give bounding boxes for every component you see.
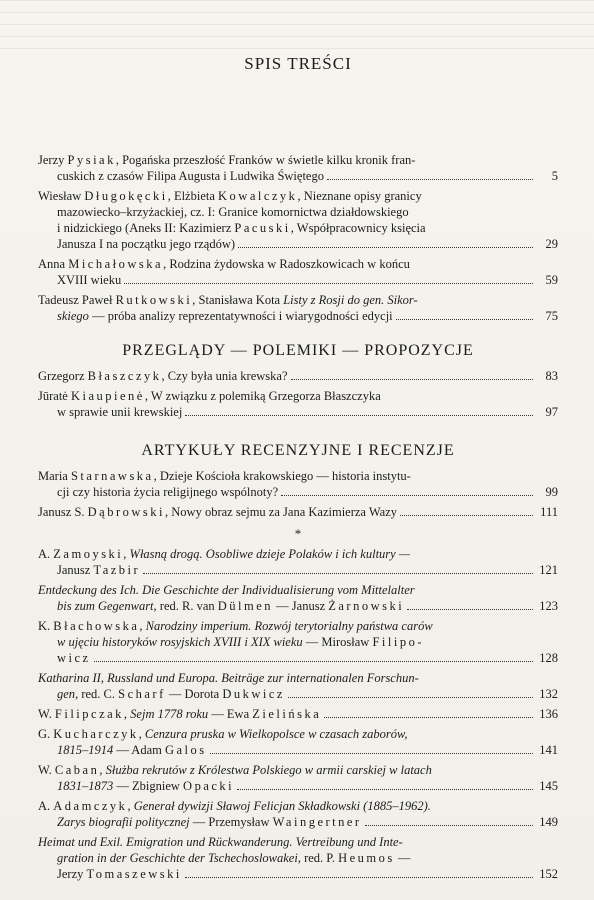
- author-first-name: W.: [38, 763, 55, 777]
- reviewer-surname: Tazbir: [93, 563, 141, 577]
- reviewer-surname: Tomaszewski: [86, 867, 182, 881]
- entry-title: , Rodzina żydowska w Radoszkowicach w końcu: [163, 257, 410, 271]
- entry-title-italic: Narodziny imperium. Rozwój terytorialny państwa carów: [145, 619, 433, 633]
- leader-dots: [185, 876, 533, 878]
- page-number: 149: [539, 815, 558, 829]
- entry-title-italic: Katharina II, Russland und Europa. Beiträge zur internationalen Forschun-: [38, 671, 419, 685]
- entry-title: , Pogańska przeszłość Franków w świetle kilku kronik fran-: [115, 153, 416, 167]
- author-surname: Pysiak: [67, 153, 116, 167]
- author-surname: Adamczyk: [53, 799, 128, 813]
- author-first-name: W.: [38, 707, 55, 721]
- leader-dots: [237, 788, 533, 790]
- leader-dots: [143, 572, 533, 574]
- section-heading: ARTYKUŁY RECENZYJNE I RECENZJE: [141, 442, 455, 459]
- entry-line: [38, 562, 558, 578]
- entry-line: [38, 726, 558, 742]
- author-surname: Filipczak: [54, 707, 124, 721]
- leader-dots: [291, 378, 533, 380]
- entry-line: [38, 308, 558, 324]
- author-surname: Kiaupienė: [70, 389, 145, 403]
- reviewer-first-name: — Janusz: [273, 599, 329, 613]
- entry-line: [38, 468, 558, 484]
- entry-title-italic: Własną drogą. Osobliwe dzieje Polaków i ich kultury —: [129, 547, 410, 561]
- author-surname: Michałowska: [68, 257, 164, 271]
- toc-entry: [38, 582, 558, 614]
- reviewer-first-name: — Ewa: [208, 707, 253, 721]
- page-number: 111: [540, 505, 558, 519]
- entry-line: [38, 388, 558, 404]
- toc-entry: [38, 152, 558, 184]
- entry-line: [38, 236, 558, 252]
- leader-dots: [288, 696, 533, 698]
- punct: ,: [127, 799, 134, 813]
- page-number: 75: [545, 309, 558, 323]
- editor-surname: Scharf: [118, 687, 166, 701]
- author-surname: Błachowska: [53, 619, 140, 633]
- editor-label: , red. R. van: [153, 599, 218, 613]
- entry-line: [38, 598, 558, 614]
- page-number: 128: [539, 651, 558, 665]
- toc-entry: [38, 706, 558, 722]
- entry-title-italic: Cenzura pruska w Wielkopolsce w czasach zaborów,: [144, 727, 408, 741]
- page-number: 145: [539, 779, 558, 793]
- entry-title-cont: w sprawie unii krewskiej: [57, 405, 183, 419]
- entry-title-italic: w ujęciu historyków rosyjskich XVIII i XIX wieku: [57, 635, 303, 649]
- author-first-name: Jūratė: [38, 389, 71, 403]
- leader-dots: [324, 716, 533, 718]
- entry-title-italic: Generał dywizji Sławoj Felicjan Składkowski (1885–1962).: [133, 799, 431, 813]
- author-first-name: Tadeusz Paweł: [38, 293, 116, 307]
- leader-dots: [407, 608, 533, 610]
- bleed-through-texture: [0, 0, 594, 60]
- entry-title-italic: gration in der Geschichte der Tschechoslowakei: [57, 851, 298, 865]
- entry-title-italic: Listy z Rosji do gen. Sikor-: [283, 293, 418, 307]
- table-of-contents: [38, 54, 558, 886]
- page-title: SPIS TREŚCI: [244, 54, 352, 73]
- entry-line: [38, 686, 558, 702]
- page-number: 132: [539, 687, 558, 701]
- entry-title-cont: i nidzickiego (Aneks II: Kazimierz: [57, 221, 235, 235]
- toc-entry: [38, 798, 558, 830]
- reviewer-first-name: — Mirosław: [302, 635, 373, 649]
- entry-title: , Stanisława Kota: [192, 293, 284, 307]
- entry-title-italic: Entdeckung des Ich. Die Geschichte der Individualisierung vom Mittelalter: [38, 583, 415, 597]
- entry-line: [38, 650, 558, 666]
- author-first-name: Maria: [38, 469, 71, 483]
- page-number: 121: [539, 563, 558, 577]
- entry-line: [38, 272, 558, 288]
- entry-title-cont: XVIII wieku: [57, 273, 122, 287]
- entry-line: [38, 798, 558, 814]
- toc-entry: [38, 546, 558, 578]
- punct: ,: [99, 763, 106, 777]
- entry-title-italic: Zarys biografii politycznej: [57, 815, 190, 829]
- author-first-name: Wiesław: [38, 189, 85, 203]
- leader-dots: [238, 246, 533, 248]
- reviewer-surname: Zielińska: [252, 707, 322, 721]
- punct: ,: [123, 547, 130, 561]
- reviewer-first-name: Janusz: [57, 563, 94, 577]
- toc-entry: [38, 388, 558, 420]
- entry-line: [38, 188, 558, 204]
- punct: ,: [123, 707, 131, 721]
- editor-label: , red. P.: [297, 851, 339, 865]
- entry-title-cont: — próba analizy reprezentatywności i wiarygodności edycji: [88, 309, 393, 323]
- page-number: 59: [545, 273, 558, 287]
- entry-title-italic: 1815–1914: [57, 743, 114, 757]
- reviewer-first-name: Jerzy: [57, 867, 87, 881]
- entry-title: , Nowy obraz sejmu za Jana Kazimierza Wazy: [165, 505, 398, 519]
- toc-entry: [38, 618, 558, 666]
- page-number: 5: [551, 169, 558, 183]
- leader-dots: [281, 494, 533, 496]
- entry-line: [38, 220, 558, 236]
- entry-title-italic: 1831–1873: [57, 779, 114, 793]
- author-first-name: K.: [38, 619, 54, 633]
- author-surname: Dąbrowski: [87, 505, 166, 519]
- toc-entry: [38, 368, 558, 384]
- toc-entry: [38, 504, 558, 520]
- reviewer-surname: Opacki: [183, 779, 235, 793]
- entry-line: [38, 762, 558, 778]
- entry-title-italic: bis zum Gegenwart: [57, 599, 154, 613]
- entry-title-cont: cji czy historia życia religijnego wspólnoty?: [57, 485, 279, 499]
- page-number: 141: [539, 743, 558, 757]
- entry-line: [38, 850, 558, 866]
- entry-title-cont: Janusza I na początku jego rządów): [57, 237, 236, 251]
- page-number: 136: [539, 707, 558, 721]
- author-first-name: A.: [38, 547, 54, 561]
- entry-title-italic: skiego: [57, 309, 89, 323]
- section-heading: PRZEGLĄDY — POLEMIKI — PROPOZYCJE: [122, 342, 474, 359]
- page-number: 99: [545, 485, 558, 499]
- leader-dots: [365, 824, 533, 826]
- entry-title: , Czy była unia krewska?: [161, 369, 288, 383]
- author-first-name: Grzegorz: [38, 369, 88, 383]
- author-surname: Rutkowski: [115, 293, 193, 307]
- reviewer-first-name: — Zbigniew: [113, 779, 184, 793]
- reviewer-surname: Filipo-: [372, 635, 424, 649]
- entry-title-italic: Heimat und Exil. Emigration und Rückwanderung. Vertreibung und Inte-: [38, 835, 403, 849]
- page-number: 152: [539, 867, 558, 881]
- toc-entry: [38, 834, 558, 882]
- toc-entry: [38, 256, 558, 288]
- author-surname: Starnawska: [70, 469, 154, 483]
- author-first-name: Anna: [38, 257, 69, 271]
- punct: ,: [138, 727, 145, 741]
- toc-entry: [38, 292, 558, 324]
- leader-dots: [210, 752, 533, 754]
- editor-label: , red. C.: [75, 687, 119, 701]
- page-number: 83: [545, 369, 558, 383]
- page-number: 123: [539, 599, 558, 613]
- reviewer-first-name: — Adam: [113, 743, 165, 757]
- separator-asterisk: *: [294, 526, 302, 541]
- entry-title-italic: gen: [57, 687, 76, 701]
- entry-line: [38, 814, 558, 830]
- toc-entry: [38, 468, 558, 500]
- leader-dots: [94, 660, 533, 662]
- entry-line: [38, 618, 558, 634]
- entry-line: [38, 152, 558, 168]
- entry-title-cont: cuskich z czasów Filipa Augusta i Ludwika Świętego: [57, 169, 324, 183]
- entry-line: [38, 484, 558, 500]
- author-surname: Zamoyski: [53, 547, 124, 561]
- editor-surname: Dülmen: [217, 599, 274, 613]
- leader-dots: [400, 514, 533, 516]
- author-first-name: , Elżbieta: [167, 189, 219, 203]
- leader-dots: [396, 318, 533, 320]
- reviewer-surname: Waingertner: [272, 815, 362, 829]
- punct: —: [394, 851, 411, 865]
- author-first-name: Janusz S.: [38, 505, 88, 519]
- entry-title: , Nieznane opisy granicy: [297, 189, 422, 203]
- punct: ,: [139, 619, 146, 633]
- page-number: 97: [545, 405, 558, 419]
- reviewer-first-name: — Dorota: [165, 687, 223, 701]
- author-surname: Pacuski: [234, 221, 291, 235]
- toc-entry: [38, 726, 558, 758]
- entry-line: mazowiecko–krzyżackiej, cz. I: Granice komornictwa działdowskiego: [57, 205, 409, 219]
- entry-line: [38, 706, 558, 722]
- toc-entry: [38, 188, 558, 252]
- entry-line: [38, 546, 558, 562]
- entry-title-cont: , Współpracownicy księcia: [290, 221, 426, 235]
- author-surname: Długokęcki: [84, 189, 168, 203]
- entry-line: [38, 368, 558, 384]
- entry-line: [38, 292, 558, 308]
- entry-line: [38, 634, 558, 650]
- author-surname: Kucharczyk: [53, 727, 139, 741]
- entry-line: [38, 256, 558, 272]
- leader-dots: [124, 282, 533, 284]
- author-first-name: Jerzy: [38, 153, 65, 167]
- entry-title: , W związku z polemiką Grzegorza Błaszczyka: [144, 389, 381, 403]
- entry-title-italic: Służba rekrutów z Królestwa Polskiego w armii carskiej w latach: [105, 763, 432, 777]
- author-surname: Kowalczyk: [218, 189, 298, 203]
- toc-entry: [38, 762, 558, 794]
- author-surname: Błaszczyk: [87, 369, 162, 383]
- entry-line: [38, 742, 558, 758]
- toc-entry: [38, 670, 558, 702]
- entry-line: [38, 778, 558, 794]
- reviewer-surname: wicz: [57, 651, 91, 665]
- leader-dots: [327, 178, 533, 180]
- author-first-name: A.: [38, 799, 54, 813]
- editor-surname: Heumos: [338, 851, 395, 865]
- author-surname: Caban: [54, 763, 100, 777]
- reviewer-first-name: — Przemysław: [189, 815, 273, 829]
- entry-line: [38, 866, 558, 882]
- leader-dots: [185, 414, 533, 416]
- entry-line: [38, 168, 558, 184]
- entry-line: [38, 504, 558, 520]
- page-number: 29: [545, 237, 558, 251]
- entry-line: [38, 404, 558, 420]
- reviewer-surname: Galos: [164, 743, 207, 757]
- entry-title: , Dzieje Kościoła krakowskiego — historia instytu-: [153, 469, 411, 483]
- reviewer-surname: Dukwicz: [222, 687, 285, 701]
- author-first-name: G.: [38, 727, 54, 741]
- entry-title-italic: Sejm 1778 roku: [130, 707, 209, 721]
- reviewer-surname: Żarnowski: [328, 599, 405, 613]
